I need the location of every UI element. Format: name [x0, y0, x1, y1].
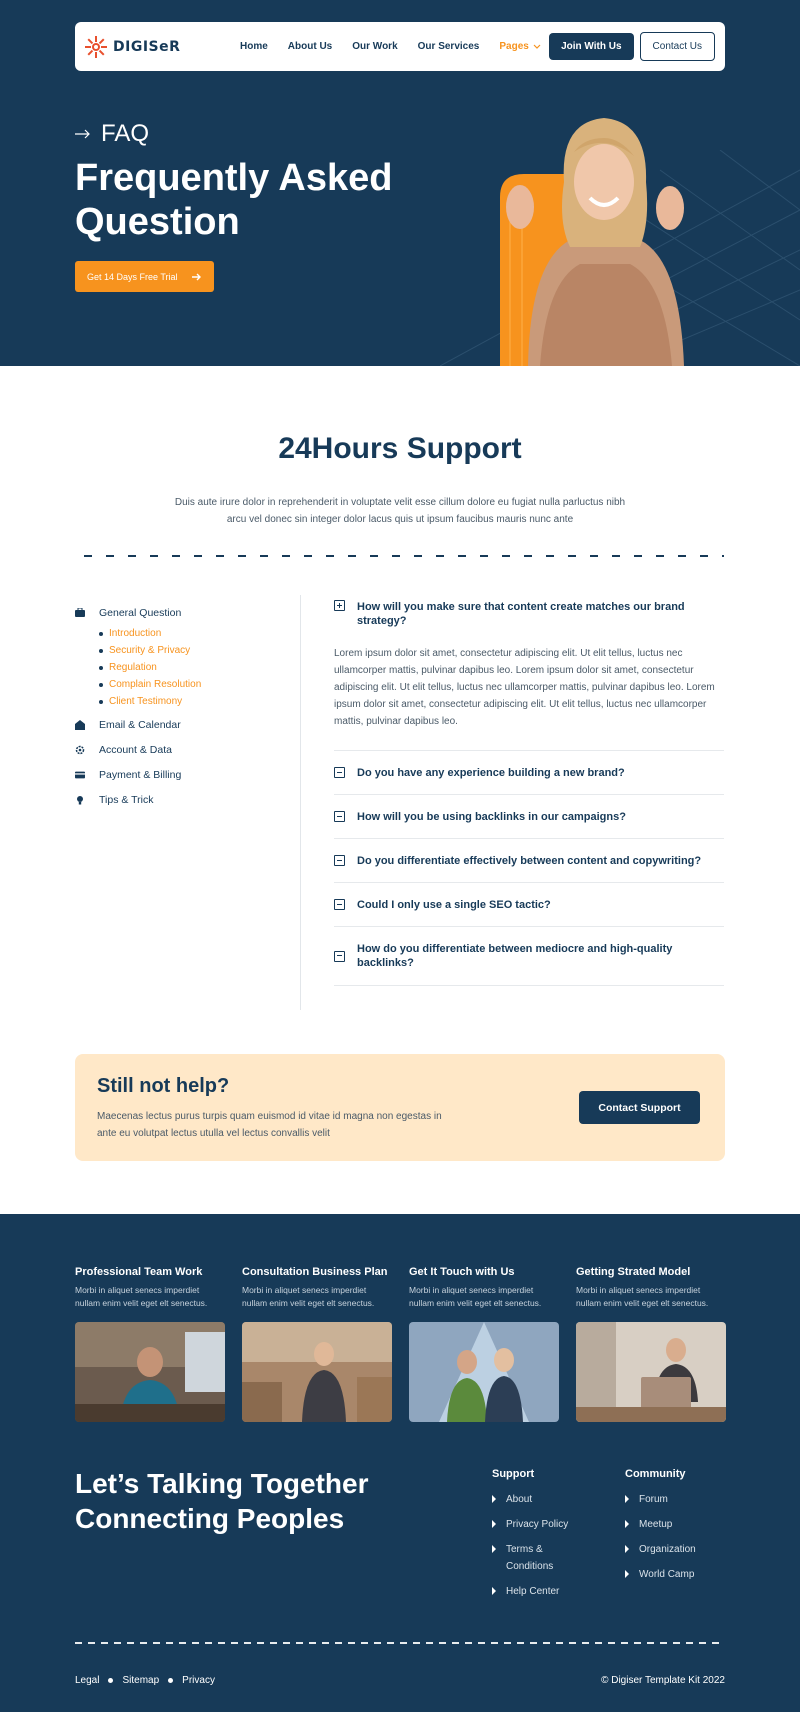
card-description: Morbi in aliquet senecs imperdiet nullam enim velit eget elt senectus. — [576, 1285, 709, 1308]
category-email[interactable] — [75, 712, 295, 737]
caret-right-icon — [625, 1520, 629, 1528]
faq-item[interactable] — [334, 839, 724, 883]
subcategory-complain[interactable] — [99, 676, 295, 693]
faq-category-sidebar — [75, 600, 295, 812]
caret-right-icon — [492, 1587, 496, 1595]
category-tips[interactable] — [75, 787, 295, 812]
businesswoman-photo — [242, 1322, 392, 1422]
support-heading: Support — [492, 1468, 535, 1480]
collapse-minus-icon — [334, 899, 345, 910]
subcategory-label: Security & Privacy — [109, 645, 191, 656]
service-card[interactable] — [75, 1266, 225, 1427]
footer-link-label: Organization — [639, 1544, 696, 1555]
sunburst-logo-icon — [85, 36, 107, 58]
support-links — [492, 1468, 582, 1608]
subcategory-label: Introduction — [109, 628, 162, 639]
card-description: Morbi in aliquet senecs imperdiet nullam enim velit eget elt senectus. — [75, 1285, 208, 1308]
nav-links — [240, 41, 549, 52]
footer-link-forum[interactable] — [625, 1491, 696, 1508]
privacy-link[interactable]: Privacy — [182, 1675, 215, 1686]
brand-logo[interactable] — [85, 36, 220, 58]
vertical-divider — [300, 595, 301, 1010]
faq-question: How will you be using backlinks in our campaigns? — [357, 810, 626, 823]
card-title: Getting Strated Model — [576, 1266, 691, 1278]
service-cards — [75, 1266, 725, 1427]
community-links — [625, 1468, 696, 1591]
dashed-divider — [84, 555, 724, 557]
faq-item-open[interactable] — [334, 600, 724, 628]
category-general-label: General Question — [99, 606, 182, 619]
category-payment-label: Payment & Billing — [99, 768, 182, 781]
faq-accordion — [334, 600, 724, 986]
caret-right-icon — [492, 1495, 496, 1503]
faq-item[interactable] — [334, 795, 724, 839]
subcategory-regulation[interactable] — [99, 659, 295, 676]
faq-question: Could I only use a single SEO tactic? — [357, 898, 551, 911]
category-general[interactable] — [75, 600, 295, 625]
legal-link[interactable]: Legal — [75, 1675, 100, 1686]
faq-question: Do you have any experience building a new brand? — [357, 766, 625, 779]
page-title: Frequently Asked Question — [75, 157, 393, 243]
support-description: Duis aute irure dolor in reprehenderit in voluptate velit esse cillum dolore eu fugiat nulla parluctus nibh arcu vel donec sin integer dolor lacus quis ut ipsum faucibus mauris nunc ante — [174, 497, 626, 525]
footer-link-label: World Camp — [639, 1569, 695, 1580]
general-subcategory-list — [99, 625, 295, 710]
caret-right-icon — [492, 1545, 496, 1553]
subcategory-label: Regulation — [109, 662, 157, 673]
sitemap-link[interactable]: Sitemap — [122, 1675, 160, 1686]
service-card[interactable] — [409, 1266, 559, 1427]
footer-link-help[interactable] — [492, 1583, 582, 1600]
service-card[interactable] — [242, 1266, 392, 1427]
category-account-label: Account & Data — [99, 743, 172, 756]
free-trial-button[interactable] — [75, 261, 214, 292]
support-title: 24Hours Support — [278, 432, 522, 465]
hero-woman-thumbs-up-image — [500, 112, 710, 366]
community-heading: Community — [625, 1468, 686, 1480]
nav-services[interactable]: Our Services — [417, 41, 480, 52]
caret-right-icon — [625, 1495, 629, 1503]
hero-eyebrow — [75, 120, 149, 148]
category-email-label: Email & Calendar — [99, 718, 181, 731]
nav-work[interactable]: Our Work — [352, 41, 398, 52]
briefcase-icon — [75, 608, 85, 618]
expand-plus-icon — [334, 600, 345, 611]
category-payment[interactable] — [75, 762, 295, 787]
credit-card-icon — [75, 770, 85, 780]
dot-separator — [108, 1678, 113, 1683]
dot-separator — [168, 1678, 173, 1683]
nav-about[interactable]: About Us — [287, 41, 333, 52]
faq-item[interactable] — [334, 927, 724, 986]
category-account[interactable] — [75, 737, 295, 762]
footer-link-organization[interactable] — [625, 1541, 696, 1558]
footer-bottom-bar — [75, 1675, 725, 1686]
senior-couple-photo — [409, 1322, 559, 1422]
collapse-minus-icon — [334, 855, 345, 866]
gear-icon — [75, 745, 85, 755]
lightbulb-icon — [75, 795, 85, 805]
arrow-right-icon — [75, 129, 91, 139]
envelope-open-icon — [75, 720, 85, 730]
legal-links — [75, 1675, 215, 1686]
footer-link-about[interactable] — [492, 1491, 582, 1508]
footer-link-label: Forum — [639, 1494, 668, 1505]
contact-support-button[interactable]: Contact Support — [579, 1091, 700, 1124]
contact-us-button[interactable]: Contact Us — [640, 32, 715, 61]
collapse-minus-icon — [334, 767, 345, 778]
card-description: Morbi in aliquet senecs imperdiet nullam enim velit eget elt senectus. — [242, 1285, 375, 1308]
footer-link-meetup[interactable] — [625, 1516, 696, 1533]
footer-link-privacy[interactable] — [492, 1516, 582, 1533]
man-at-desk-photo — [75, 1322, 225, 1422]
woman-with-laptop-photo — [576, 1322, 726, 1422]
subcategory-security[interactable] — [99, 642, 295, 659]
collapse-minus-icon — [334, 951, 345, 962]
card-title: Professional Team Work — [75, 1266, 203, 1278]
nav-home[interactable]: Home — [240, 41, 268, 52]
subcategory-label: Complain Resolution — [109, 679, 202, 690]
chevron-down-icon — [533, 44, 541, 50]
footer-dashed-divider — [75, 1642, 725, 1644]
footer-link-label: Terms & Conditions — [506, 1544, 554, 1572]
copyright: © Digiser Template Kit 2022 — [601, 1675, 725, 1686]
hero-eyebrow-text: FAQ — [101, 120, 150, 147]
top-navbar — [75, 22, 725, 71]
brand-name: DIGISeR — [113, 38, 181, 55]
free-trial-label: Get 14 Days Free Trial — [87, 271, 178, 282]
help-title: Still not help? — [97, 1075, 230, 1097]
nav-pages[interactable] — [499, 41, 540, 52]
footer-link-worldcamp[interactable] — [625, 1566, 696, 1583]
subcategory-testimony[interactable] — [99, 693, 295, 710]
arrow-right-icon — [192, 273, 202, 281]
footer-link-terms[interactable] — [492, 1541, 582, 1575]
collapse-minus-icon — [334, 811, 345, 822]
subcategory-introduction[interactable] — [99, 625, 295, 642]
faq-item[interactable] — [334, 883, 724, 927]
card-title: Get It Touch with Us — [409, 1266, 515, 1278]
faq-question: Do you differentiate effectively between content and copywriting? — [357, 854, 702, 867]
card-description: Morbi in aliquet senecs imperdiet nullam enim velit eget elt senectus. — [409, 1285, 542, 1308]
faq-question: How will you make sure that content create matches our brand strategy? — [357, 601, 685, 627]
caret-right-icon — [625, 1545, 629, 1553]
footer-link-label: Privacy Policy — [506, 1519, 569, 1530]
category-tips-label: Tips & Trick — [99, 793, 154, 806]
subcategory-label: Client Testimony — [109, 696, 183, 707]
footer-link-label: Meetup — [639, 1519, 673, 1530]
help-description: Maecenas lectus purus turpis quam euismod id vitae id magna non egestas in ante eu volutpat lectus utulla vel lectus convallis velit — [97, 1111, 442, 1139]
service-card[interactable] — [576, 1266, 726, 1427]
caret-right-icon — [625, 1570, 629, 1578]
help-banner — [75, 1054, 725, 1161]
footer — [0, 1214, 800, 1712]
card-title: Consultation Business Plan — [242, 1266, 388, 1278]
caret-right-icon — [492, 1520, 496, 1528]
join-with-us-button[interactable]: Join With Us — [549, 33, 633, 60]
faq-item[interactable] — [334, 751, 724, 795]
footer-title: Let’s Talking Together Connecting Peoples — [75, 1468, 369, 1534]
hero-section — [0, 0, 800, 366]
faq-question: How do you differentiate between mediocre and high-quality backlinks? — [357, 943, 673, 969]
nav-pages-label: Pages — [499, 41, 529, 52]
footer-link-label: About — [506, 1494, 533, 1505]
faq-answer: Lorem ipsum dolor sit amet, consectetur adipiscing elit. Ut elit tellus, luctus nec ullamcorper mattis, pulvinar dapibus leo. Lorem ipsum dolor sit amet, consectetur adipiscing elit. Ut elit tellus, luctus nec ullamcorper mattis, pulvinar dapibus leo. Lorem ipsum dolor sit amet, consectetur adipiscing elit. Ut elit tellus, luctus nec ullamcorper mattis, pulvinar dapibus leo. — [334, 645, 724, 751]
footer-link-label: Help Center — [506, 1586, 560, 1597]
